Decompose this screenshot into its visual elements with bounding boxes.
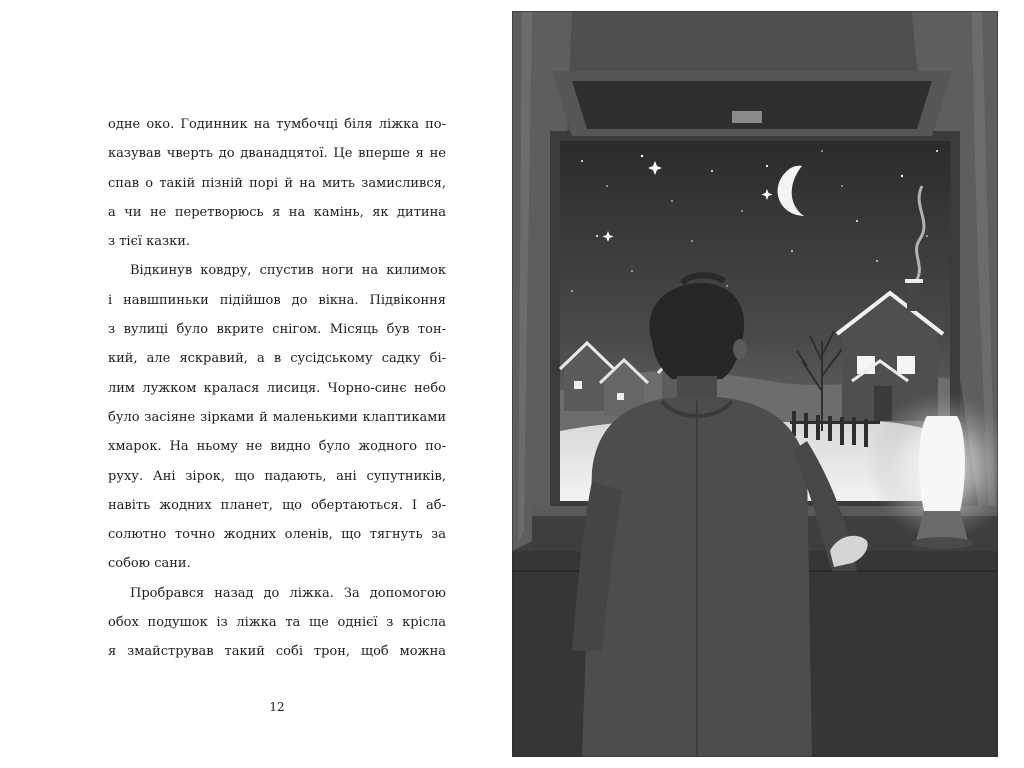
text-line: і навшпиньки підійшов до вікна. Підвіконня [108, 292, 446, 308]
text-line: солютно точно жодних оленів, що тягнуть за [108, 527, 446, 543]
paragraph-2 [108, 256, 446, 578]
text-line: навіть жодних планет, що обертаються. І аб- [108, 497, 446, 513]
text-line: спав о такій пізній порі й на мить замислився, [108, 175, 446, 191]
paragraph-1 [108, 110, 446, 256]
boy-at-window-illustration-icon [512, 11, 998, 757]
text-line: казував чверть до дванадцятої. Це вперше я не [108, 146, 446, 162]
left-page [0, 0, 500, 768]
text-line: з тієї казки. [108, 234, 191, 250]
text-line: з вулиці було вкрите снігом. Місяць був тон- [108, 322, 446, 338]
text-line: було засіяне зірками й маленькими клаптиками [108, 409, 446, 425]
text-line: обох подушок із ліжка та ще однієї з крісла [108, 615, 446, 631]
text-line: а чи не перетворюсь я на камінь, як дитина [108, 204, 446, 220]
text-line: Пробрався назад до ліжка. За допомогою [130, 585, 446, 601]
text-line: кий, але яскравий, а в сусідському садку бі- [108, 351, 446, 367]
text-line: я змайстрував такий собі трон, щоб можна [108, 644, 446, 660]
text-line: собою сани. [108, 556, 191, 572]
paragraph-3 [108, 579, 446, 667]
text-line: Відкинув ковдру, спустив ноги на килимок [130, 263, 446, 279]
text-line: хмарок. На ньому не видно було жодного по- [108, 439, 446, 455]
text-line: руху. Ані зірок, що падають, ані супутників, [108, 468, 446, 484]
illustration-page [512, 11, 998, 757]
text-line: одне око. Годинник на тумбочці біля ліжка по- [108, 117, 446, 132]
body-text [108, 110, 446, 667]
page-number: 12 [269, 700, 285, 714]
text-line: лим лужком кралася лисиця. Чорно-синє небо [108, 380, 446, 396]
